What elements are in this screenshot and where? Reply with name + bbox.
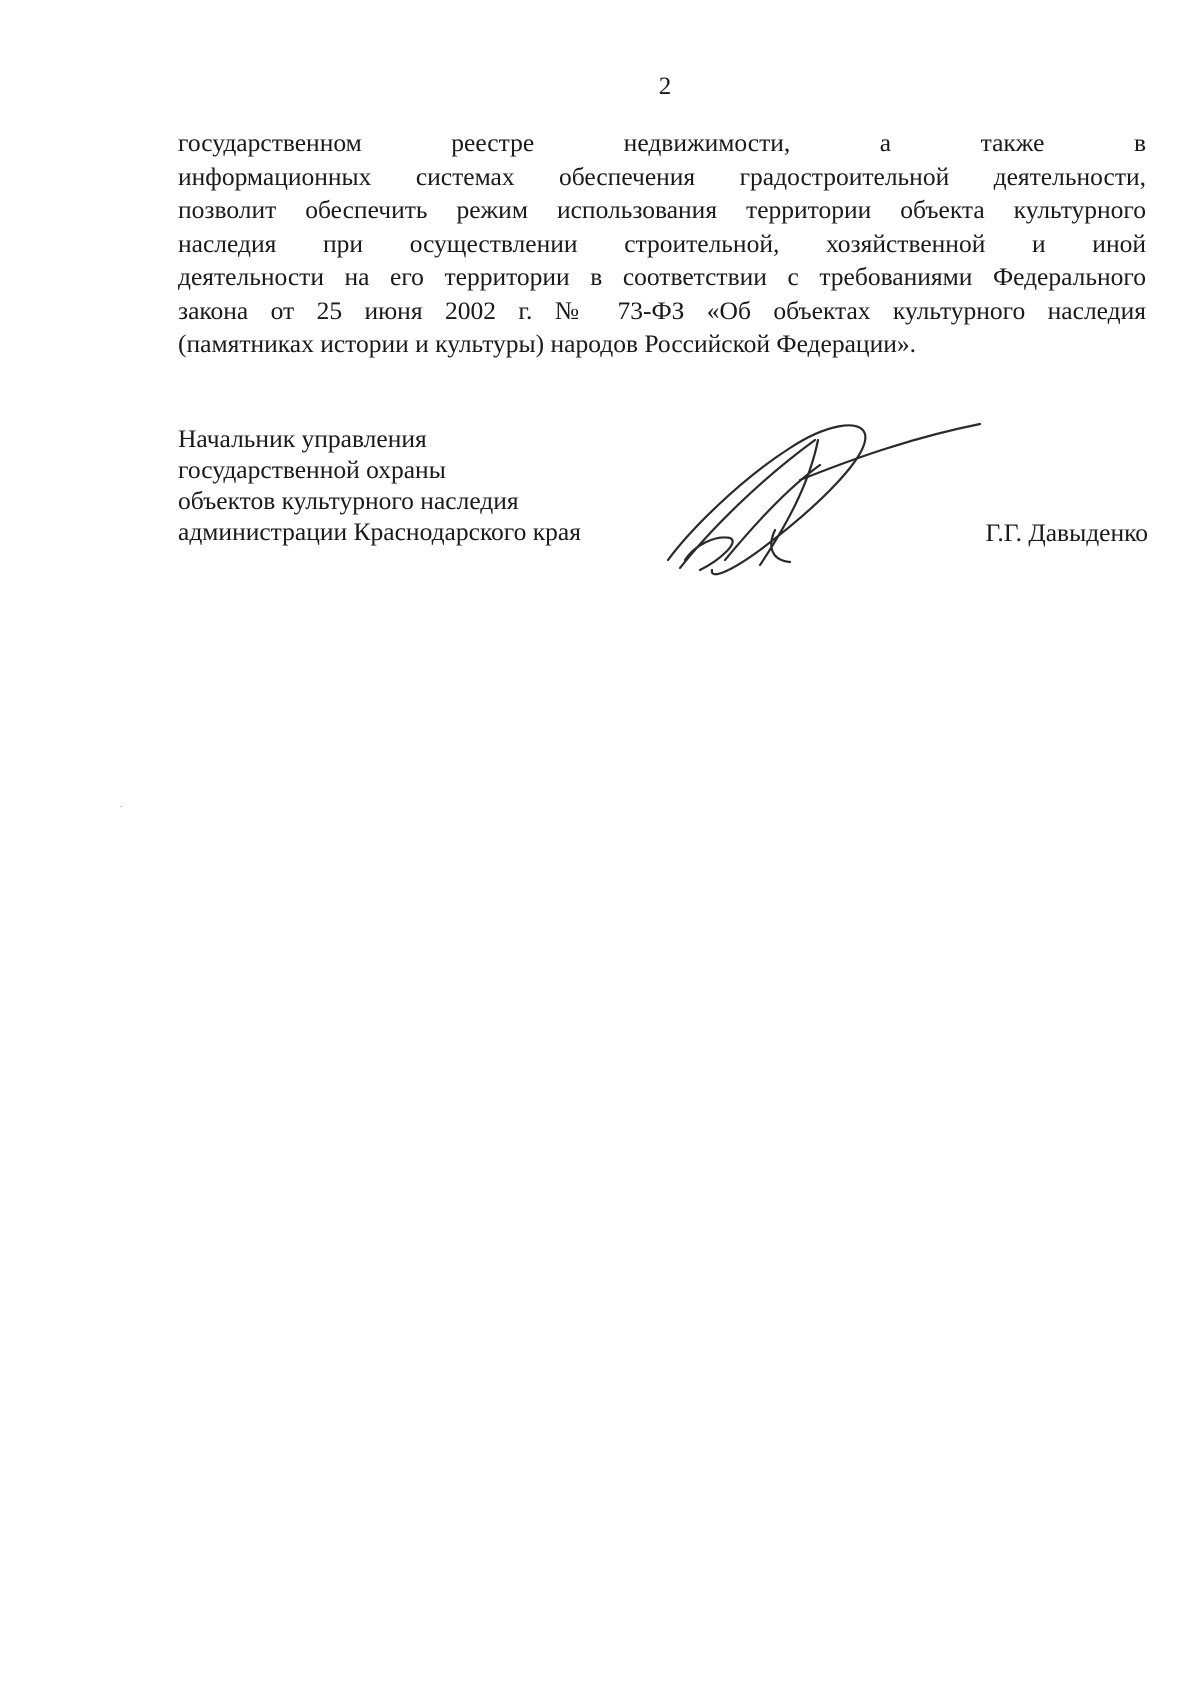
signature-stroke: [668, 425, 865, 574]
signer-title-line: администрации Краснодарского края: [178, 517, 581, 546]
signer-title-line: объектов культурного наследия: [178, 486, 519, 515]
paragraph-line: информационных системах обеспечения градостроительной деятельности,: [178, 161, 1146, 191]
scan-speck: [120, 806, 122, 807]
paragraph-line: позволит обеспечить режим использования территории объекта культурного: [178, 195, 1146, 224]
signer-title-line: государственной охраны: [178, 455, 446, 484]
paragraph-line: закона от 25 июня 2002 г. № 73-ФЗ «Об объектах культурного наследия: [178, 295, 1146, 325]
page-number: 2: [658, 73, 672, 100]
body-paragraph: [178, 126, 1146, 361]
signer-name: Г.Г. Давыденко: [985, 518, 1148, 547]
signature-stroke: [800, 424, 980, 480]
paragraph-line: государственном реестре недвижимости, а также в: [178, 128, 1146, 157]
signer-title-line: Начальник управления: [178, 424, 427, 453]
signer-title-block: [178, 423, 581, 547]
paragraph-line: (памятниках истории и культуры) народов Российской Федерации».: [178, 329, 916, 358]
paragraph-line: деятельности на его территории в соответствии с требованиями Федерального: [178, 262, 1146, 291]
paragraph-line: наследия при осуществлении строительной, хозяйственной и иной: [178, 228, 1146, 258]
handwritten-signature: [650, 410, 990, 585]
